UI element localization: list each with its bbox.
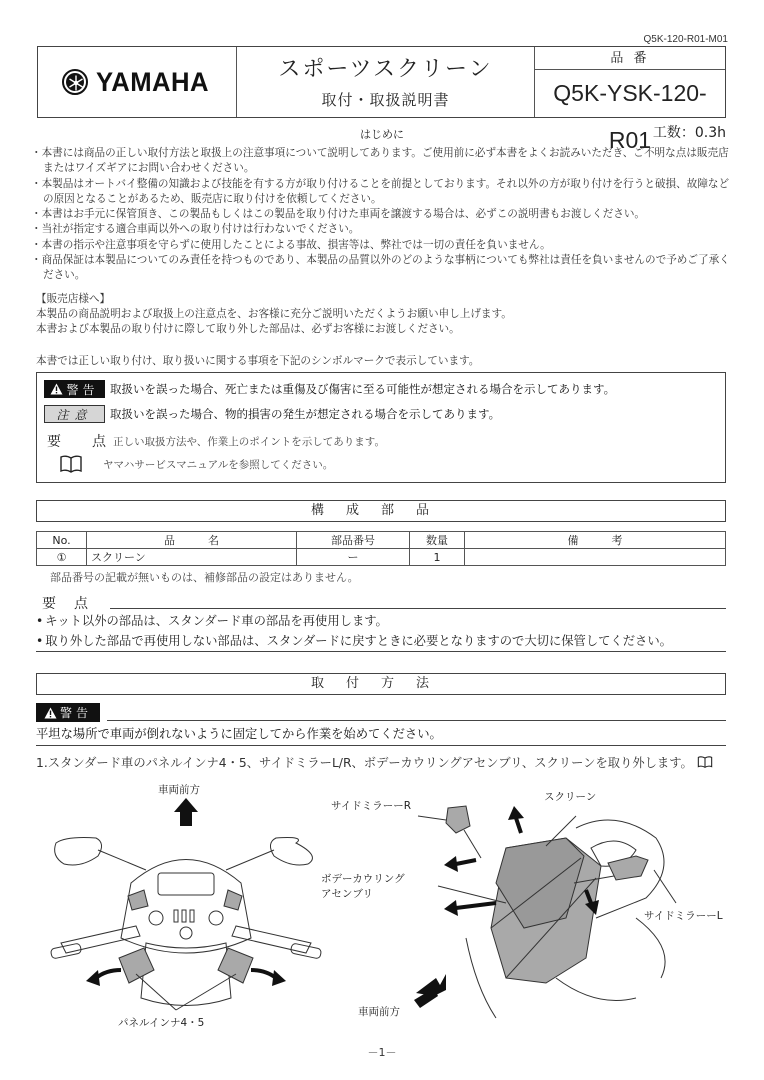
cell-name: スクリーン xyxy=(87,549,297,566)
side-mirror-r-label: サイドミラーーR xyxy=(331,800,412,812)
part-number-label: 品 番 xyxy=(535,47,725,70)
keypoint-item: • キット以外の部品は、スタンダード車の部品を再使用します。 xyxy=(36,611,672,631)
legend-keypoint-row xyxy=(44,431,385,451)
keypoint-heading: 要点 xyxy=(42,596,106,612)
divider xyxy=(110,608,726,609)
part-number: Q5K-YSK-120-R01 xyxy=(553,80,707,153)
document-code: Q5K-120-R01-M01 xyxy=(643,34,728,45)
intro-note: ・ 当社が指定する適合車両以外への取り付けは行わないでください。 xyxy=(34,222,734,237)
caution-description: 取扱いを誤った場合、物的損害の発生が想定される場合を示してあります。 xyxy=(110,407,501,421)
front-direction-label-right: 車両前方 xyxy=(358,1006,400,1018)
col-no: No. xyxy=(37,532,87,549)
symbol-legend-box xyxy=(36,372,726,483)
table-row xyxy=(37,549,726,566)
intro-notes xyxy=(34,146,734,284)
install-step-1: 1.スタンダード車のパネルインナ4・5、サイドミラーL/R、ボデーカウリングアセンブリ、スクリーンを取り外します。 xyxy=(36,753,713,771)
cell-no: ① xyxy=(37,549,87,566)
parts-note: 部品番号の記載が無いものは、補修部品の設定はありません。 xyxy=(50,571,359,584)
cell-part-no: ー xyxy=(297,549,410,566)
symbol-intro: 本書では正しい取り付け、取り扱いに関する事項を下記のシンボルマークで表示しています。 xyxy=(36,355,480,367)
handlebar-view-illustration xyxy=(50,783,321,1028)
warning-description: 取扱いを誤った場合、死亡または重傷及び傷害に至る可能性が想定される場合を示してあります。 xyxy=(110,382,616,396)
col-part-no: 部品番号 xyxy=(297,532,410,549)
labor-time: 工数：0.3h xyxy=(652,125,726,141)
service-manual-book-icon xyxy=(697,756,713,768)
service-manual-book-icon xyxy=(59,455,83,473)
brand-logo xyxy=(38,47,237,117)
legend-caution-row xyxy=(44,405,500,423)
intro-note: ・ 商品保証は本製品についてのみ責任を持つものであり、本製品の品質以外のどのような事柄についても弊社は責任を負いませんので予めご了承ください。 xyxy=(34,253,734,284)
dealer-notice xyxy=(36,292,512,337)
divider xyxy=(107,720,726,721)
parts-table xyxy=(36,531,726,566)
document-subtitle: 取付・取扱説明書 xyxy=(321,91,450,109)
tuning-fork-emblem-icon xyxy=(62,69,88,95)
front-arrow-icon xyxy=(174,798,198,826)
cell-remarks xyxy=(465,549,726,566)
product-title: スポーツスクリーン xyxy=(278,57,493,82)
legend-warning-row xyxy=(44,380,615,398)
cowling-view-illustration xyxy=(321,791,723,1018)
manual-description: ヤマハサービスマニュアルを参照してください。 xyxy=(103,458,334,471)
keypoint-list xyxy=(36,611,672,651)
intro-note: ・ 本製品はオートバイ整備の知識および技能を有する方が取り付けることを前提としております。それ以外の方が取り付けを行うと破損、故障などの原因となることがあるため、販売店に取り付けを依頼してください。 xyxy=(34,177,734,208)
screen-label: スクリーン xyxy=(544,791,597,803)
intro-note: ・ 本書には商品の正しい取付方法と取扱上の注意事項について説明してあります。ご使用前に必ず本書をよくお読みいただき、ご不明な点は販売店またはワイズギアにお問い合わせください。 xyxy=(34,146,734,177)
parts-section-header: 構成部品 xyxy=(36,500,726,522)
col-qty: 数量 xyxy=(410,532,465,549)
page-number: －1－ xyxy=(367,1046,397,1059)
install-warning-badge: 警告 xyxy=(36,703,100,722)
body-cowling-label-1: ボデーカウリング xyxy=(321,873,405,885)
keypoint-item: • 取り外した部品で再使用しない部品は、スタンダードに戻すときに必要となりますので大切に保管してください。 xyxy=(36,631,672,651)
panel-inner-label: パネルインナ4・5 xyxy=(118,1017,205,1028)
divider xyxy=(36,745,726,746)
warning-badge: 警告 xyxy=(44,380,105,398)
install-warning-text: 平坦な場所で車両が倒れないように固定してから作業を始めてください。 xyxy=(36,727,442,741)
front-direction-label-left: 車両前方 xyxy=(158,784,200,796)
intro-heading: はじめに xyxy=(360,128,404,141)
removal-illustration xyxy=(36,778,736,1028)
side-mirror-l-label: サイドミラーーL xyxy=(644,910,723,922)
parts-table-header xyxy=(37,532,726,549)
caution-badge: 注意 xyxy=(44,405,105,423)
col-remarks: 備 考 xyxy=(465,532,726,549)
warning-triangle-icon xyxy=(44,707,57,719)
keypoint-description: 正しい取扱方法や、作業上のポイントを示してあります。 xyxy=(113,435,385,448)
cell-qty: 1 xyxy=(410,549,465,566)
keypoint-label: 要 点 xyxy=(47,434,106,450)
install-section-header: 取付方法 xyxy=(36,673,726,695)
dealer-line: 本製品の商品説明および取扱上の注意点を、お客様に充分ご説明いただくようお願い申し上げます。 xyxy=(36,308,512,320)
legend-manual-row xyxy=(59,455,333,473)
brand-name: YAMAHA xyxy=(95,66,210,97)
intro-note: ・ 本書はお手元に保管頂き、この製品もしくはこの製品を取り付けた車両を譲渡する場合は、必ずこの説明書もお渡しください。 xyxy=(34,207,734,222)
intro-note: ・ 本書の指示や注意事項を守らずに使用したことによる事故、損害等は、弊社では一切の責任を負いません。 xyxy=(34,238,734,253)
dealer-line: 本書および本製品の取り付けに際して取り外した部品は、必ずお客様にお渡しください。 xyxy=(36,323,460,335)
dealer-heading: 【販売店様へ】 xyxy=(36,293,111,305)
divider xyxy=(36,651,726,652)
body-cowling-label-2: アセンブリ xyxy=(321,888,373,900)
col-name: 品 名 xyxy=(87,532,297,549)
warning-triangle-icon xyxy=(50,383,63,395)
document-title-cell xyxy=(237,47,535,117)
